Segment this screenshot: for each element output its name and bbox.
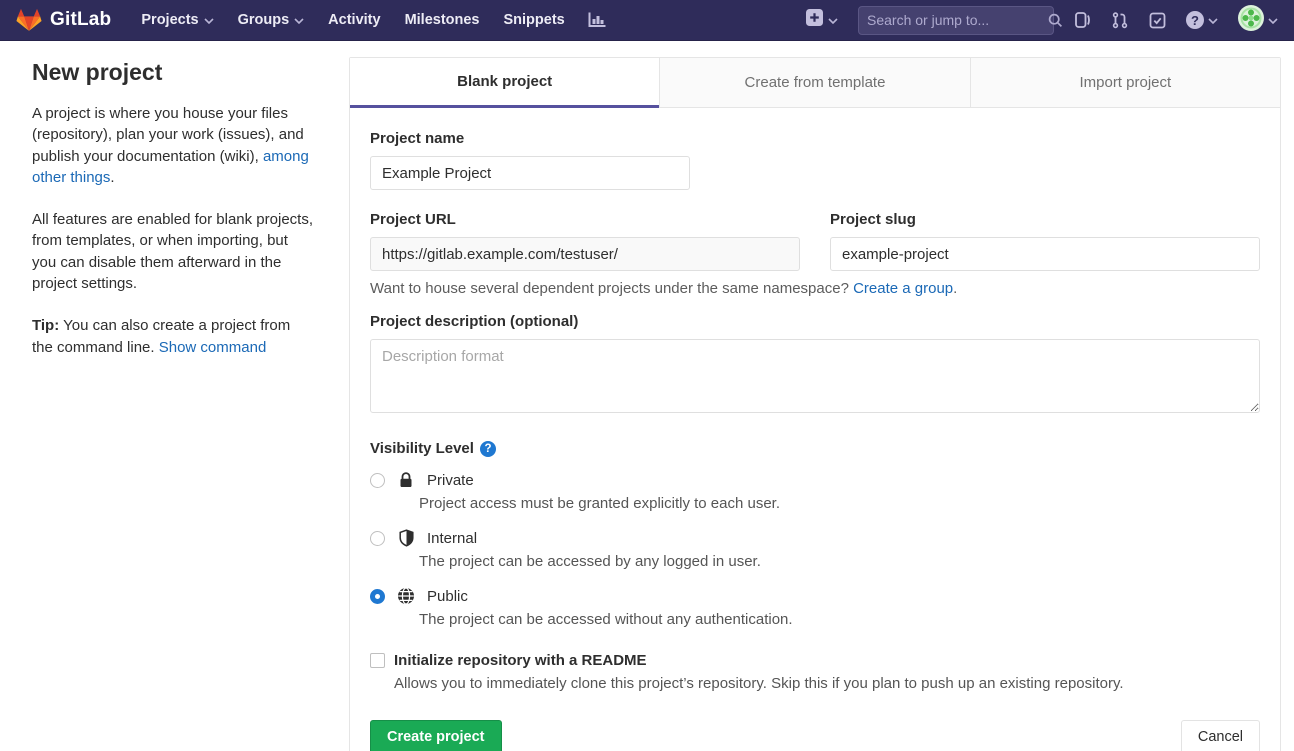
help-icon: ? [1186, 11, 1204, 29]
nav-item-projects-label: Projects [141, 12, 199, 28]
show-command-link[interactable]: Show command [158, 338, 267, 356]
intro-text: A project is where you house your files (repository), plan your work (issues), and publish your documentation (wiki), [32, 105, 304, 165]
project-description-label: Project description (optional) [370, 313, 579, 330]
nav-item-snippets-label: Snippets [503, 12, 565, 28]
features-paragraph: All features are enabled for blank projects, from templates, or when importing, but you can disable them afterward in the project settings. [32, 211, 313, 293]
visibility-option-private [370, 471, 1260, 512]
tip-paragraph [32, 315, 313, 358]
search-input[interactable] [867, 12, 1048, 28]
gitlab-home-link[interactable] [16, 7, 111, 33]
project-slug-label: Project slug [830, 211, 916, 228]
tab-blank-project[interactable]: Blank project [350, 58, 659, 108]
internal-radio[interactable] [370, 531, 385, 546]
new-project-sidebar [0, 41, 349, 379]
nav-item-milestones[interactable] [393, 0, 492, 41]
private-label[interactable]: Private [427, 471, 474, 489]
visibility-option-internal [370, 529, 1260, 570]
gitlab-tanuki-logo-icon [16, 7, 42, 33]
user-menu-button[interactable] [1228, 5, 1278, 36]
public-label[interactable]: Public [427, 587, 468, 605]
chevron-down-icon [1208, 18, 1218, 24]
new-menu-button[interactable] [795, 0, 848, 41]
project-type-tabs [350, 58, 1280, 108]
tab-import-project[interactable]: Import project [970, 58, 1280, 108]
tip-text: You can also create a project from the command line. [32, 317, 291, 356]
project-slug-input[interactable] [830, 237, 1260, 271]
new-project-panel [349, 57, 1281, 751]
nav-item-activity-label: Activity [328, 12, 381, 28]
create-a-group-link[interactable]: Create a group [853, 280, 954, 297]
readme-description: Allows you to immediately clone this project’s repository. Skip this if you plan to push up an existing repository. [394, 675, 1124, 692]
avatar [1238, 5, 1264, 36]
readme-label[interactable]: Initialize repository with a README [394, 652, 647, 669]
among-other-things-link[interactable]: among other things [32, 147, 309, 186]
tip-label: Tip: [32, 317, 60, 335]
chevron-down-icon [828, 18, 838, 24]
namespace-hint-text: Want to house several dependent projects under the same namespace? [370, 280, 854, 297]
project-url-namespace-select[interactable] [370, 237, 800, 271]
chart-icon[interactable] [577, 0, 617, 41]
readme-group [370, 652, 1260, 692]
visibility-level-label: Visibility Level [370, 440, 474, 457]
nav-item-groups-label: Groups [237, 12, 290, 28]
public-radio[interactable] [370, 589, 385, 604]
blank-project-form [350, 108, 1280, 751]
private-radio[interactable] [370, 473, 385, 488]
help-menu-button[interactable] [1176, 0, 1228, 41]
visibility-option-public [370, 587, 1260, 628]
visibility-help-icon[interactable]: ? [480, 441, 496, 457]
nav-item-snippets[interactable] [492, 0, 577, 41]
internal-description: The project can be accessed by any logged in user. [419, 553, 761, 570]
project-name-input[interactable] [370, 156, 690, 190]
public-description: The project can be accessed without any authentication. [419, 611, 793, 628]
intro-period: . [110, 168, 115, 186]
tab-create-from-template[interactable]: Create from template [659, 58, 969, 108]
chevron-down-icon [294, 18, 304, 24]
visibility-level-group [370, 440, 1260, 628]
internal-label[interactable]: Internal [427, 529, 478, 547]
issues-icon[interactable] [1064, 0, 1101, 41]
project-url-value: https://gitlab.example.com/testuser/ [382, 245, 618, 263]
brand-wordmark: GitLab [50, 9, 112, 30]
create-project-button[interactable]: Create project [370, 720, 502, 751]
lock-icon [396, 471, 416, 489]
project-url-label: Project URL [370, 211, 456, 228]
chevron-down-icon [1268, 18, 1278, 24]
project-description-textarea[interactable] [370, 339, 1260, 413]
chevron-down-icon [204, 18, 214, 24]
todos-icon[interactable] [1139, 0, 1176, 41]
top-navbar [0, 0, 1294, 41]
nav-item-groups[interactable] [226, 0, 317, 41]
private-description: Project access must be granted explicitly to each user. [419, 495, 781, 512]
plus-square-icon [805, 8, 824, 32]
page-title: New project [32, 59, 163, 85]
nav-item-activity[interactable] [316, 0, 392, 41]
readme-checkbox[interactable] [370, 653, 385, 668]
namespace-hint [370, 280, 1260, 297]
merge-request-icon[interactable] [1101, 0, 1139, 41]
shield-icon [396, 529, 416, 547]
namespace-hint-period: . [953, 280, 958, 297]
nav-item-projects[interactable] [129, 0, 225, 41]
intro-paragraph [32, 103, 313, 188]
global-search[interactable] [858, 6, 1054, 35]
globe-icon [396, 587, 416, 605]
project-name-label: Project name [370, 130, 465, 147]
cancel-button[interactable]: Cancel [1181, 720, 1260, 751]
nav-item-milestones-label: Milestones [404, 12, 480, 28]
search-icon [1048, 13, 1063, 28]
